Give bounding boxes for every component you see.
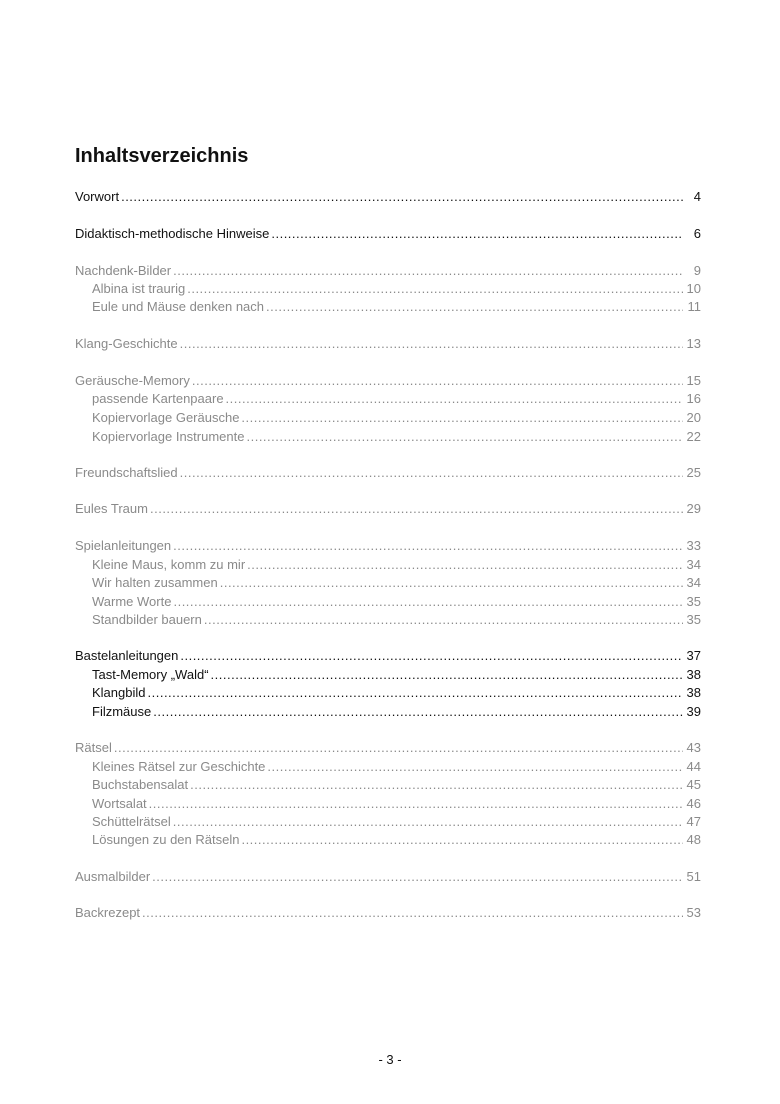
toc-leader-dots <box>192 372 683 390</box>
toc-entry-label: Filzmäuse <box>92 704 152 719</box>
toc-leader-dots <box>180 335 683 353</box>
toc-subentry <box>75 593 701 611</box>
toc-entry-label: Kleine Maus, komm zu mir <box>92 557 246 572</box>
toc-entry-label: Bastelanleitungen <box>75 648 179 663</box>
toc-entry-label: Klangbild <box>92 685 146 700</box>
toc-leader-dots <box>266 298 683 316</box>
toc-entry <box>75 262 701 280</box>
toc-subentry <box>75 280 701 298</box>
toc-entry <box>75 868 701 886</box>
page-number: - 3 - <box>378 1052 402 1067</box>
toc-entry-page: 53 <box>686 905 701 920</box>
toc-entry <box>75 372 701 390</box>
toc-entry-label: Wortsalat <box>92 796 147 811</box>
toc-entry-page: 39 <box>686 704 701 719</box>
toc-entry-page: 13 <box>686 336 701 351</box>
toc-entry-page: 38 <box>686 685 701 700</box>
toc-entry-page: 25 <box>686 465 701 480</box>
toc-entry-label: Standbilder bauern <box>92 612 202 627</box>
toc-entry-label: Wir halten zusammen <box>92 575 218 590</box>
toc-leader-dots <box>121 188 683 206</box>
toc-entry <box>75 225 701 243</box>
toc-entry-label: Klang-Geschichte <box>75 336 178 351</box>
toc-leader-dots <box>173 813 683 831</box>
toc-entry <box>75 464 701 482</box>
toc-entry-page: 33 <box>686 538 701 553</box>
toc-entry-page: 9 <box>693 263 701 278</box>
toc-entry-page: 35 <box>686 612 701 627</box>
toc-subentry <box>75 428 701 446</box>
toc-leader-dots <box>211 666 683 684</box>
toc-subentry <box>75 831 701 849</box>
toc-entry-page: 44 <box>686 759 701 774</box>
toc-entry-page: 48 <box>686 832 701 847</box>
toc-leader-dots <box>148 684 684 702</box>
toc-entry-label: Backrezept <box>75 905 141 920</box>
toc-leader-dots <box>152 868 683 886</box>
toc-entry-page: 4 <box>693 189 701 204</box>
toc-entry-page: 20 <box>686 410 701 425</box>
toc-entry-label: Tast-Memory „Wald“ <box>92 667 209 682</box>
toc-leader-dots <box>246 428 683 446</box>
toc-entry-label: Nachdenk-Bilder <box>75 263 172 278</box>
toc-entry-label: passende Kartenpaare <box>92 391 224 406</box>
toc-leader-dots <box>180 464 683 482</box>
toc-subentry <box>75 409 701 427</box>
toc-entry-page: 45 <box>686 777 701 792</box>
toc-leader-dots <box>153 703 683 721</box>
toc-entry-page: 15 <box>686 373 701 388</box>
toc-entry-page: 51 <box>686 869 701 884</box>
toc-entry-label: Ausmalbilder <box>75 869 151 884</box>
toc-subentry <box>75 298 701 316</box>
toc-entry <box>75 739 701 757</box>
toc-leader-dots <box>241 831 683 849</box>
toc-entry-label: Didaktisch-methodische Hinweise <box>75 226 270 241</box>
toc-leader-dots <box>114 739 683 757</box>
toc-subentry <box>75 390 701 408</box>
toc-entry-label: Geräusche-Memory <box>75 373 190 388</box>
toc-entry-page: 34 <box>686 557 701 572</box>
toc-entry-label: Kopiervorlage Instrumente <box>92 429 245 444</box>
toc-entry-label: Kopiervorlage Geräusche <box>92 410 240 425</box>
toc-entry-page: 29 <box>686 501 701 516</box>
toc-entry-label: Spielanleitungen <box>75 538 172 553</box>
toc-entry-label: Vorwort <box>75 189 120 204</box>
toc-leader-dots <box>190 776 683 794</box>
toc-leader-dots <box>241 409 683 427</box>
toc-entry-label: Kleines Rätsel zur Geschichte <box>92 759 266 774</box>
toc-entry <box>75 904 701 922</box>
toc-leader-dots <box>149 795 683 813</box>
toc-subentry <box>75 795 701 813</box>
toc-entry-label: Rätsel <box>75 740 112 755</box>
toc-leader-dots <box>226 390 683 408</box>
toc-leader-dots <box>150 500 683 518</box>
toc-entry-page: 34 <box>686 575 701 590</box>
toc-entry <box>75 647 701 665</box>
toc-entry <box>75 188 701 206</box>
toc-leader-dots <box>173 593 683 611</box>
toc-subentry <box>75 684 701 702</box>
toc-leader-dots <box>173 262 683 280</box>
toc-entry-page: 47 <box>686 814 701 829</box>
toc-leader-dots <box>180 647 683 665</box>
toc-entry <box>75 335 701 353</box>
toc-leader-dots <box>187 280 683 298</box>
toc-subentry <box>75 813 701 831</box>
toc-entry-page: 11 <box>687 299 701 314</box>
toc-entry-page: 16 <box>686 391 701 406</box>
toc-subentry <box>75 556 701 574</box>
toc-leader-dots <box>204 611 683 629</box>
toc-entry-label: Albina ist traurig <box>92 281 186 296</box>
toc-entry-page: 37 <box>686 648 701 663</box>
toc-entry <box>75 500 701 518</box>
toc-entry-page: 43 <box>686 740 701 755</box>
toc-entry-page: 22 <box>686 429 701 444</box>
toc-subentry <box>75 611 701 629</box>
toc-entry-label: Schüttelrätsel <box>92 814 171 829</box>
toc-entry-label: Warme Worte <box>92 594 172 609</box>
toc-entry-page: 6 <box>693 226 701 241</box>
toc-leader-dots <box>267 758 683 776</box>
toc-entry-page: 46 <box>686 796 701 811</box>
toc-entry-label: Eules Traum <box>75 501 148 516</box>
toc-entry-label: Freundschaftslied <box>75 465 178 480</box>
toc-subentry <box>75 666 701 684</box>
toc-subentry <box>75 758 701 776</box>
toc-entry-label: Buchstabensalat <box>92 777 189 792</box>
toc-subentry <box>75 776 701 794</box>
toc-subentry <box>75 574 701 592</box>
toc-entry <box>75 537 701 555</box>
toc-entry-label: Eule und Mäuse denken nach <box>92 299 265 314</box>
toc-entry-label: Lösungen zu den Rätseln <box>92 832 240 847</box>
toc-subentry <box>75 703 701 721</box>
toc-leader-dots <box>247 556 683 574</box>
toc-leader-dots <box>142 904 683 922</box>
toc-leader-dots <box>220 574 683 592</box>
toc-entry-page: 10 <box>686 281 701 296</box>
toc-entry-page: 38 <box>686 667 701 682</box>
page-title: Inhaltsverzeichnis <box>75 145 249 167</box>
toc-leader-dots <box>271 225 683 243</box>
toc-entry-page: 35 <box>686 594 701 609</box>
toc-leader-dots <box>173 537 683 555</box>
